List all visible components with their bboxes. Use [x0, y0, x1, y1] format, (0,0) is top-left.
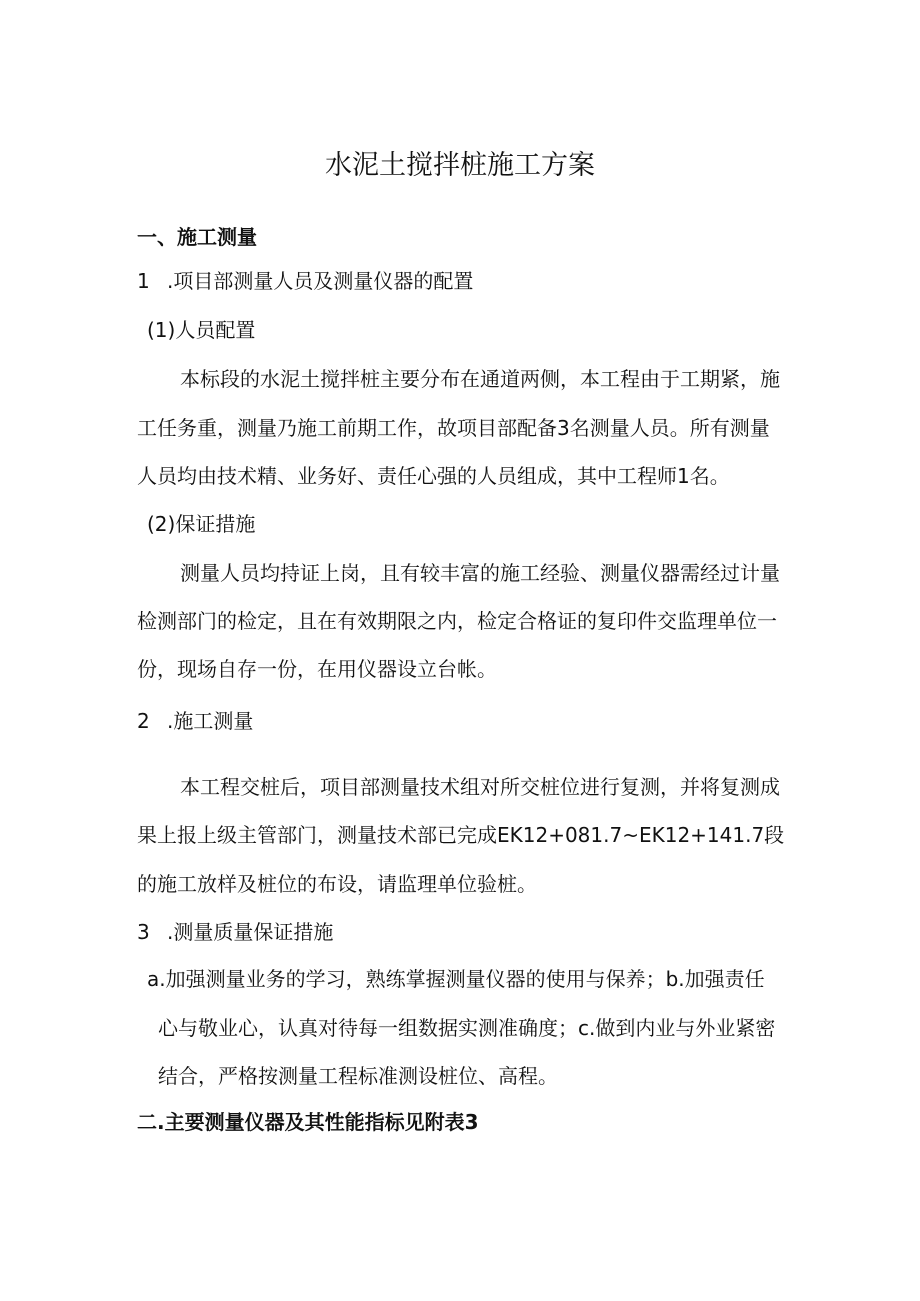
- paragraph-guarantee-line-1: 测量人员均持证上岗，且有较丰富的施工经验、测量仪器需经过计量: [180, 561, 780, 585]
- paragraph-survey-line-3: 的施工放样及桩位的布设，请监理单位验桩。: [137, 872, 537, 896]
- subsection-guarantee: (2)保证措施: [147, 512, 256, 536]
- section-2-title: .施工测量: [167, 709, 254, 733]
- paragraph-staffing-line-1: 本标段的水泥土搅拌桩主要分布在通道两侧，本工程由于工期紧，施: [180, 367, 780, 391]
- paragraph-guarantee-line-2: 检测部门的检定，且在有效期限之内，检定合格证的复印件交监理单位一: [137, 609, 777, 633]
- document-title: 水泥土搅拌桩施工方案: [325, 150, 595, 181]
- paragraph-staffing-line-3: 人员均由技术精、业务好、责任心强的人员组成，其中工程师1名。: [137, 464, 730, 488]
- section-3-title: .测量质量保证措施: [167, 920, 334, 944]
- heading-construction-survey: 一、施工测量: [137, 225, 257, 249]
- section-1-title: .项目部测量人员及测量仪器的配置: [167, 269, 474, 293]
- section-1-heading: [137, 269, 473, 293]
- paragraph-quality-line-2: 心与敬业心，认真对待每一组数据实测准确度；c.做到内业与外业紧密: [158, 1016, 776, 1040]
- subsection-staffing: (1)人员配置: [147, 318, 256, 342]
- section-3-number: 3: [137, 920, 150, 944]
- section-3-heading: [137, 920, 333, 944]
- paragraph-quality-line-3: 结合，严格按测量工程标准测设桩位、高程。: [158, 1064, 558, 1088]
- paragraph-survey-line-2: 果上报上级主管部门，测量技术部已完成EK12+081.7~EK12+141.7段: [137, 823, 785, 847]
- heading-main-instruments: 二.主要测量仪器及其性能指标见附表3: [137, 1110, 479, 1134]
- section-2-number: 2: [137, 709, 150, 733]
- paragraph-guarantee-line-3: 份，现场自存一份，在用仪器设立台帐。: [137, 657, 497, 681]
- paragraph-quality-line-1: a.加强测量业务的学习，熟练掌握测量仪器的使用与保养；b.加强责任: [147, 967, 765, 991]
- paragraph-survey-line-1: 本工程交桩后，项目部测量技术组对所交桩位进行复测，并将复测成: [180, 775, 780, 799]
- section-1-number: 1: [137, 269, 150, 293]
- section-2-heading: [137, 709, 253, 733]
- paragraph-staffing-line-2: 工任务重，测量乃施工前期工作，故项目部配备3名测量人员。所有测量: [137, 416, 770, 440]
